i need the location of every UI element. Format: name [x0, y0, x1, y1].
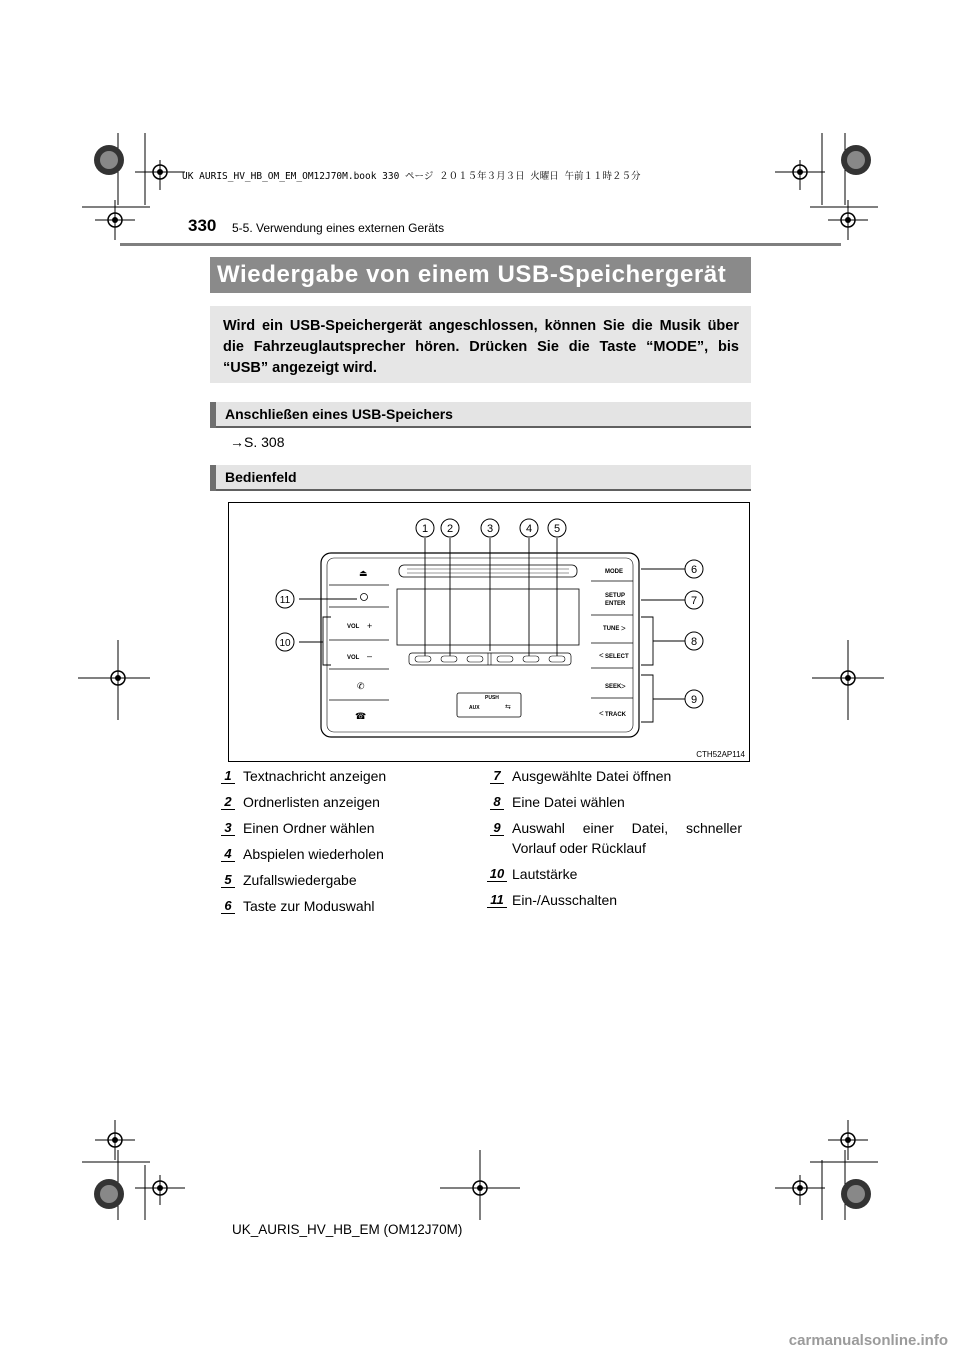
legend-text: Ein-/Ausschalten — [512, 892, 618, 908]
subsection-heading-usb-connect — [210, 402, 751, 428]
callout-4: 4 — [525, 523, 533, 535]
aux-label: AUX — [469, 705, 480, 711]
callout-10: 10 — [279, 638, 291, 649]
mode-label: MODE — [605, 569, 623, 575]
legend-text: Ordnerlisten anzeigen — [243, 794, 380, 810]
legend-text: Taste zur Moduswahl — [243, 898, 375, 914]
control-panel-illustration — [229, 503, 749, 761]
callout-2: 2 — [446, 523, 454, 535]
legend-number: 3 — [221, 820, 235, 836]
callout-1: 1 — [421, 523, 429, 535]
callout-3: 3 — [486, 523, 494, 535]
select-label: SELECT — [605, 654, 629, 660]
intro-box — [210, 306, 751, 383]
phone-pickup-icon: ✆ — [357, 681, 365, 691]
legend-text: Ausgewählte Datei öffnen — [512, 768, 672, 784]
eject-icon: ⏏ — [359, 568, 368, 578]
legend-text: Einen Ordner wählen — [243, 820, 375, 836]
control-panel-figure — [228, 502, 750, 762]
push-label: PUSH — [485, 695, 499, 701]
subsection-title: Anschließen eines USB-Speichers — [225, 406, 453, 422]
chevron-right-icon: > — [621, 682, 626, 691]
usb-icon: ⇆ — [505, 704, 511, 711]
setup-label: SETUP — [605, 593, 626, 599]
legend-text: Eine Datei wählen — [512, 794, 625, 810]
page-reference[interactable] — [230, 434, 284, 450]
callout-6: 6 — [690, 564, 698, 576]
legend-number: 7 — [490, 768, 504, 784]
page-number: 330 — [188, 216, 217, 235]
callout-11: 11 — [279, 595, 291, 606]
section-breadcrumb: 5-5. Verwendung eines externen Geräts — [232, 221, 445, 235]
subsection-title: Bedienfeld — [225, 469, 297, 485]
heading-accent — [210, 465, 216, 491]
vol-plus-label: VOL — [347, 624, 360, 630]
print-stamp: UK AURIS_HV_HB_OM_EM_OM12J70M.book 330 ページ ２０１５年３月３日 火曜日 午前１１時２５分 — [182, 171, 641, 182]
legend-number: 5 — [221, 872, 235, 888]
legend-text: Zufallswiedergabe — [243, 872, 357, 888]
callout-8: 8 — [690, 636, 698, 648]
legend-text: Textnachricht anzeigen — [243, 768, 387, 784]
subsection-heading-control-panel — [210, 465, 751, 491]
tune-label: TUNE — [603, 626, 620, 632]
chevron-right-icon: > — [621, 624, 626, 633]
minus-icon: – — [367, 651, 373, 661]
plus-icon: + — [367, 621, 373, 631]
legend-number: 9 — [490, 820, 504, 836]
intro-text: Wird ein USB-Speichergerät angeschlossen, können Sie die Musik über die Fahrzeuglautsprecher hören. Drücken Sie die Taste “MODE”, bis “USB” angezeigt wird. — [223, 318, 739, 376]
header-divider — [120, 243, 841, 246]
vol-minus-label: VOL — [347, 655, 360, 661]
watermark: carmanualsonline.info — [788, 1332, 948, 1349]
callout-9: 9 — [690, 694, 698, 706]
track-label: TRACK — [605, 712, 626, 718]
legend-number: 8 — [490, 794, 504, 810]
page-reference-text: S. 308 — [244, 434, 285, 450]
callout-7: 7 — [690, 595, 698, 607]
legend-number: 10 — [487, 866, 507, 882]
legend-number: 11 — [487, 892, 507, 908]
phone-hangup-icon: ☎ — [355, 711, 367, 721]
legend-number: 6 — [221, 898, 235, 914]
footer-doc-id: UK_AURIS_HV_HB_EM (OM12J70M) — [232, 1222, 463, 1237]
legend-number: 1 — [221, 768, 235, 784]
legend-text: Abspielen wiederholen — [243, 846, 384, 862]
legend-number: 2 — [221, 794, 235, 810]
page-title: Wiedergabe von einem USB-Speichergerät — [217, 261, 727, 288]
page-title-bar — [210, 257, 751, 293]
seek-label: SEEK — [605, 684, 622, 690]
chevron-left-icon: < — [599, 651, 604, 660]
legend-text: Auswahl einer Datei, schneller Vorlauf oder Rücklauf — [512, 820, 742, 856]
figure-code: CTH52AP114 — [696, 750, 745, 759]
legend-text: Lautstärke — [512, 866, 578, 882]
legend-number: 4 — [221, 846, 235, 862]
callout-5: 5 — [553, 523, 561, 535]
enter-label: ENTER — [605, 601, 626, 607]
chevron-left-icon: < — [599, 709, 604, 718]
arrow-icon: → — [230, 434, 244, 450]
heading-accent — [210, 402, 216, 428]
